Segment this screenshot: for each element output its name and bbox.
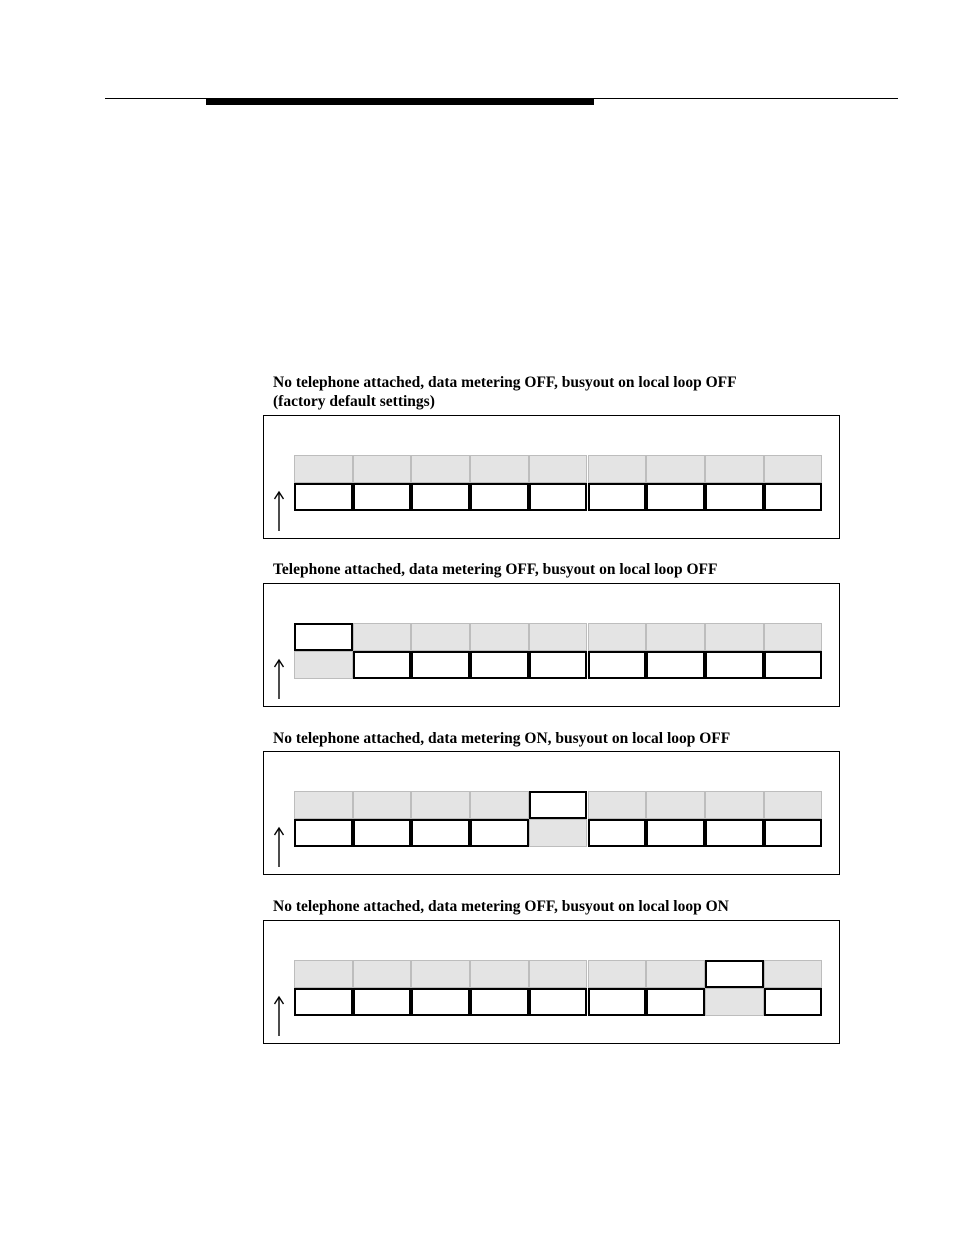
switch-6-slot-upper — [588, 455, 647, 483]
switch-1-slot-upper — [294, 455, 353, 483]
switch-8-actuator-down — [705, 483, 764, 511]
up-arrow-icon — [273, 490, 285, 532]
switch-3-actuator-down — [411, 988, 470, 1016]
switch-5-actuator-down — [529, 988, 588, 1016]
switch-1-slot-upper — [294, 791, 353, 819]
switch-4-slot-upper — [470, 960, 529, 988]
switch-3-slot-upper — [411, 623, 470, 651]
switch-3-actuator-down — [411, 483, 470, 511]
switch-4-slot-upper — [470, 791, 529, 819]
switch-2-actuator-down — [353, 651, 412, 679]
switch-1-actuator-down — [294, 988, 353, 1016]
switch-3-actuator-down — [411, 651, 470, 679]
diagram-caption: No telephone attached, data metering ON, busyout on local loop OFF — [273, 730, 731, 747]
switch-7-actuator-down — [646, 988, 705, 1016]
switch-1-actuator-up — [294, 623, 353, 651]
switch-7-slot-upper — [646, 455, 705, 483]
switch-1-actuator-down — [294, 483, 353, 511]
switch-9-actuator-down — [764, 819, 823, 847]
switch-1-slot-lower — [294, 651, 353, 679]
dip-switch-panel — [263, 583, 840, 707]
switch-4-actuator-down — [470, 819, 529, 847]
switch-5-slot-upper — [529, 455, 588, 483]
switch-5-actuator-down — [529, 483, 588, 511]
header-rule-bar — [206, 99, 594, 105]
switch-2-slot-upper — [353, 960, 412, 988]
dip-switch-panel — [263, 920, 840, 1044]
switch-7-actuator-down — [646, 819, 705, 847]
switch-7-actuator-down — [646, 483, 705, 511]
switch-6-actuator-down — [588, 988, 647, 1016]
switch-2-actuator-down — [353, 988, 412, 1016]
diagram-caption: No telephone attached, data metering OFF, busyout on local loop OFF (factory default settings) — [273, 374, 737, 410]
dip-switch-panel — [263, 415, 840, 539]
switch-9-actuator-down — [764, 483, 823, 511]
switch-2-actuator-down — [353, 483, 412, 511]
switch-4-actuator-down — [470, 988, 529, 1016]
switch-2-slot-upper — [353, 455, 412, 483]
switch-8-slot-upper — [705, 623, 764, 651]
diagram-caption: No telephone attached, data metering OFF, busyout on local loop ON — [273, 898, 729, 915]
switch-4-slot-upper — [470, 623, 529, 651]
switch-8-slot-upper — [705, 791, 764, 819]
switch-8-actuator-down — [705, 819, 764, 847]
dip-switch-bank — [294, 791, 823, 849]
switch-5-slot-lower — [529, 819, 588, 847]
switch-6-actuator-down — [588, 483, 647, 511]
switch-5-slot-upper — [529, 623, 588, 651]
switch-8-slot-lower — [705, 988, 764, 1016]
switch-4-actuator-down — [470, 483, 529, 511]
dip-switch-panel — [263, 751, 840, 875]
switch-7-slot-upper — [646, 791, 705, 819]
switch-5-actuator-down — [529, 651, 588, 679]
dip-switch-bank — [294, 455, 823, 513]
up-arrow-icon — [273, 995, 285, 1037]
switch-7-slot-upper — [646, 960, 705, 988]
switch-3-actuator-down — [411, 819, 470, 847]
switch-2-slot-upper — [353, 791, 412, 819]
switch-9-slot-upper — [764, 791, 823, 819]
switch-9-slot-upper — [764, 455, 823, 483]
switch-3-slot-upper — [411, 791, 470, 819]
switch-5-actuator-up — [529, 791, 588, 819]
switch-6-slot-upper — [588, 623, 647, 651]
switch-9-actuator-down — [764, 651, 823, 679]
switch-9-slot-upper — [764, 960, 823, 988]
switch-7-actuator-down — [646, 651, 705, 679]
switch-4-actuator-down — [470, 651, 529, 679]
switch-2-slot-upper — [353, 623, 412, 651]
dip-switch-bank — [294, 623, 823, 681]
switch-6-slot-upper — [588, 960, 647, 988]
switch-4-slot-upper — [470, 455, 529, 483]
switch-6-slot-upper — [588, 791, 647, 819]
switch-8-slot-upper — [705, 455, 764, 483]
switch-6-actuator-down — [588, 651, 647, 679]
switch-7-slot-upper — [646, 623, 705, 651]
switch-9-slot-upper — [764, 623, 823, 651]
switch-5-slot-upper — [529, 960, 588, 988]
dip-switch-bank — [294, 960, 823, 1018]
switch-3-slot-upper — [411, 960, 470, 988]
switch-8-actuator-up — [705, 960, 764, 988]
switch-8-actuator-down — [705, 651, 764, 679]
switch-1-actuator-down — [294, 819, 353, 847]
up-arrow-icon — [273, 658, 285, 700]
switch-1-slot-upper — [294, 960, 353, 988]
diagram-caption: Telephone attached, data metering OFF, busyout on local loop OFF — [273, 561, 718, 578]
switch-9-actuator-down — [764, 988, 823, 1016]
up-arrow-icon — [273, 826, 285, 868]
switch-6-actuator-down — [588, 819, 647, 847]
switch-3-slot-upper — [411, 455, 470, 483]
switch-2-actuator-down — [353, 819, 412, 847]
